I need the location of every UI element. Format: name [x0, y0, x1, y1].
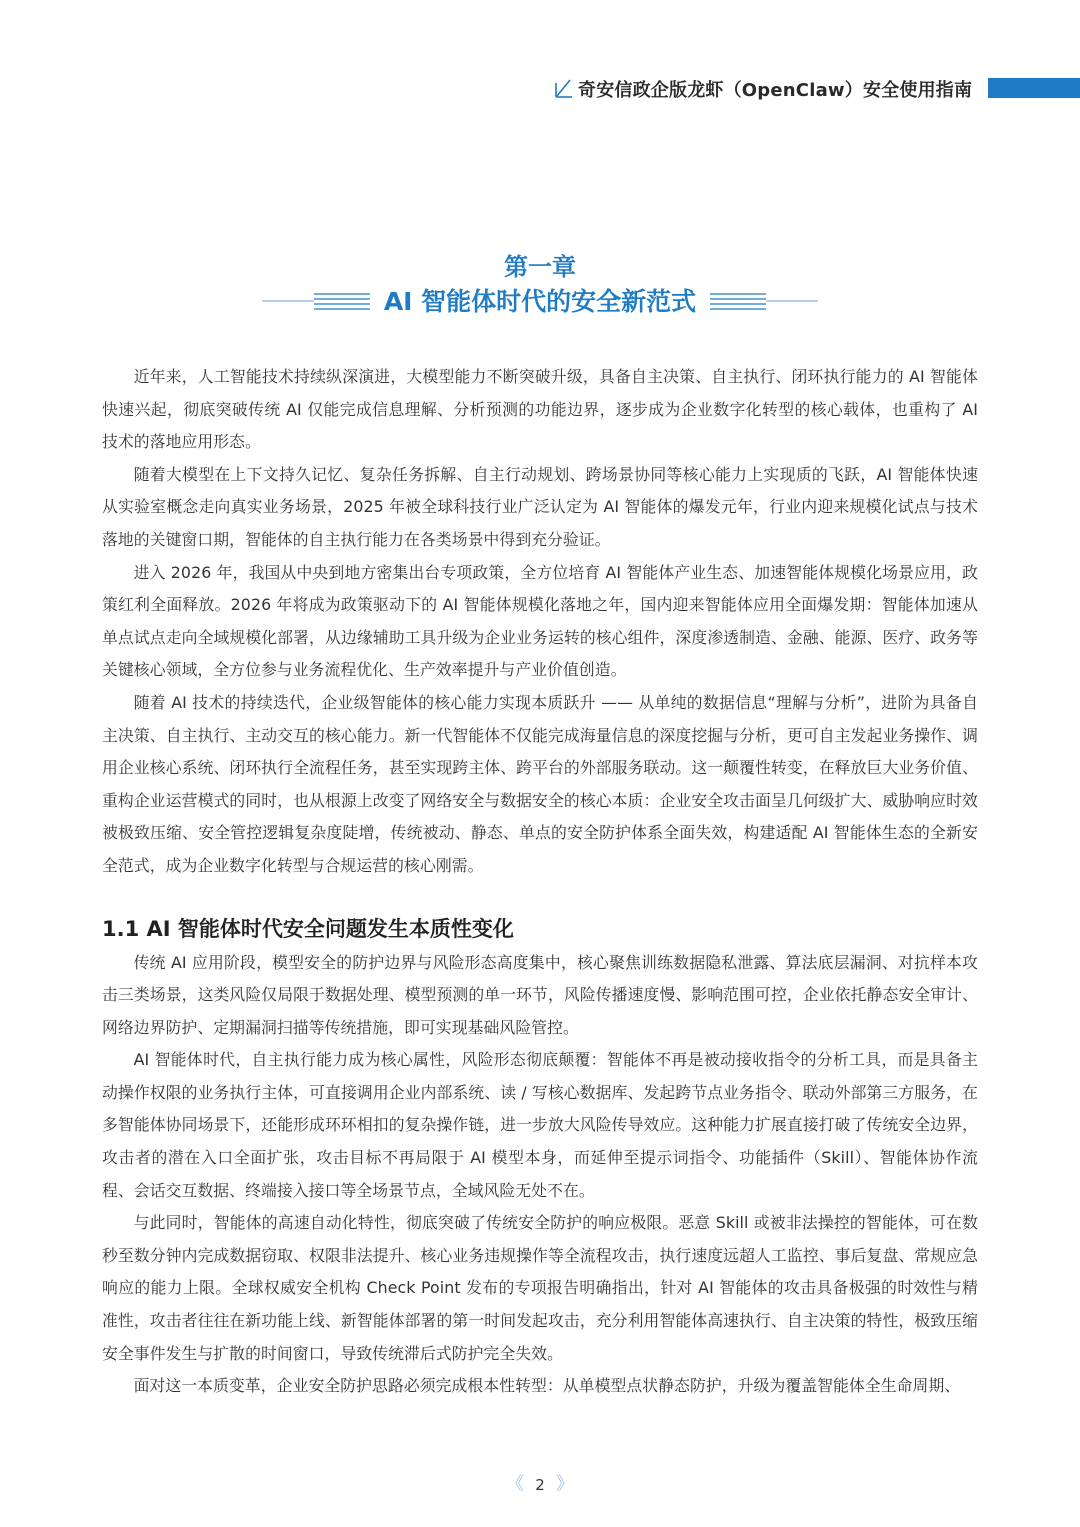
page-bracket-left-icon: 《 [506, 1474, 525, 1495]
intro-paragraph: 近年来，人工智能技术持续纵深演进，大模型能力不断突破升级，具备自主决策、自主执行、闭环执行能力的 AI 智能体快速兴起，彻底突破传统 AI 仅能完成信息理解、分析预测的功能边界，逐步成为企业数字化转型的核心载体，也重构了 AI 技术的落地应用形态。 [102, 367, 978, 452]
document-title: 奇安信政企版龙虾（OpenClaw）安全使用指南 [578, 80, 973, 101]
section-paragraph: 与此同时，智能体的高速自动化特性，彻底突破了传统安全防护的响应极限。恶意 Skill 或被非法操控的智能体，可在数秒至数分钟内完成数据窃取、权限非法提升、核心业务违规操作等全流程攻击，执行速度远超人工监控、事后复盘、常规应急响应的能力上限。全球权威安全机构 Check Point 发布的专项报告明确指出，针对 AI 智能体的攻击具备极强的时效性与精准性，攻击者往往在新功能上线、新智能体部署的第一时间发起攻击，充分利用智能体高速执行、自主决策的特性，极致压缩安全事件发生与扩散的时间窗口，导致传统滞后式防护完全失效。 [102, 1213, 978, 1363]
title-decoration-left-icon [262, 290, 372, 312]
section-paragraph: 面对这一本质变革，企业安全防护思路必须完成根本性转型：从单模型点状静态防护，升级为覆盖智能体全生命周期、 [133, 1376, 961, 1396]
title-decoration-right-icon [708, 290, 820, 312]
pen-line-icon [554, 77, 574, 99]
intro-paragraph: 进入 2026 年，我国从中央到地方密集出台专项政策，全方位培育 AI 智能体产业生态、加速智能体规模化场景应用，政策红利全面释放。2026 年将成为政策驱动下的 AI 智能体规模化落地之年，国内迎来智能体应用全面爆发期：智能体加速从单点试点走向全域规模化部署，从边缘辅助工具升级为企业业务运转的核心组件，深度渗透制造、金融、能源、医疗、政务等关键核心领域，全方位参与业务流程优化、生产效率提升与产业价值创造。 [102, 562, 978, 680]
page-bracket-right-icon: 》 [555, 1474, 574, 1495]
header-accent-bar [988, 78, 1080, 98]
main-content [102, 361, 978, 1403]
section-paragraph: 传统 AI 应用阶段，模型安全的防护边界与风险形态高度集中，核心聚焦训练数据隐私泄露、算法底层漏洞、对抗样本攻击三类场景，这类风险仅局限于数据处理、模型预测的单一环节，风险传播速度慢、影响范围可控，企业依托静态安全审计、网络边界防护、定期漏洞扫描等传统措施，即可实现基础风险管控。 [102, 952, 978, 1037]
page-header [0, 74, 1080, 104]
section-paragraph: AI 智能体时代，自主执行能力成为核心属性，风险形态彻底颠覆：智能体不再是被动接收指令的分析工具，而是具备主动操作权限的业务执行主体，可直接调用企业内部系统、读 / 写核心数据库、发起跨节点业务指令、联动外部第三方服务，在多智能体协同场景下，还能形成环环相扣的复杂操作链，进一步放大风险传导效应。这种能力扩展直接打破了传统安全边界，攻击者的潜在入口全面扩张，攻击目标不再局限于 AI 模型本身，而延伸至提示词指令、功能插件（Skill）、智能体协作流程、会话交互数据、终端接入接口等全场景节点，全域风险无处不在。 [102, 1050, 978, 1200]
intro-paragraph: 随着 AI 技术的持续迭代，企业级智能体的核心能力实现本质跃升 —— 从单纯的数据信息“理解与分析”，进阶为具备自主决策、自主执行、主动交互的核心能力。新一代智能体不仅能完成海量信息的深度挖掘与分析，更可自主发起业务操作、调用企业核心系统、闭环执行全流程任务，甚至实现跨主体、跨平台的外部服务联动。这一颠覆性转变，在释放巨大业务价值、重构企业运营模式的同时，也从根源上改变了网络安全与数据安全的核心本质：企业安全攻击面呈几何级扩大、威胁响应时效被极致压缩、安全管控逻辑复杂度陡增，传统被动、静态、单点的安全防护体系全面失效，构建适配 AI 智能体生态的全新安全范式，成为企业数字化转型与合规运营的核心刚需。 [102, 692, 978, 875]
section-heading: 1.1 AI 智能体时代安全问题发生本质性变化 [102, 916, 514, 941]
chapter-number: 第一章 [504, 253, 576, 281]
page-footer [0, 1470, 1080, 1496]
page-number: 2 [535, 1476, 545, 1494]
chapter-heading [0, 252, 1080, 320]
chapter-title: AI 智能体时代的安全新范式 [383, 287, 697, 316]
intro-paragraph: 随着大模型在上下文持久记忆、复杂任务拆解、自主行动规划、跨场景协同等核心能力上实现质的飞跃，AI 智能体快速从实验室概念走向真实业务场景，2025 年被全球科技行业广泛认定为 AI 智能体的爆发元年，行业内迎来规模化试点与技术落地的关键窗口期，智能体的自主执行能力在各类场景中得到充分验证。 [102, 464, 978, 549]
chapter-title-row [0, 284, 1080, 320]
